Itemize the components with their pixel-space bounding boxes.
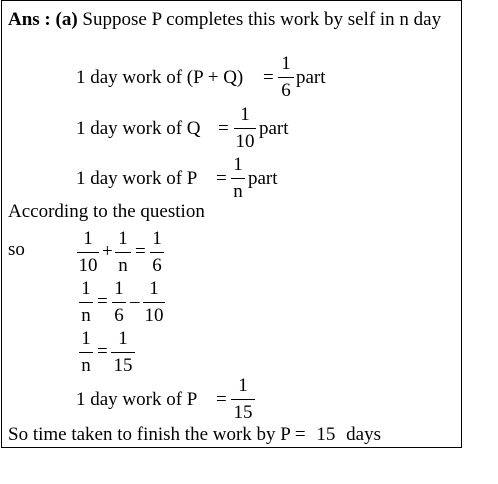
step2-a-numerator: 1 — [81, 278, 91, 299]
step3-a-bar — [79, 352, 93, 353]
step2-minus: – — [130, 291, 140, 312]
eq2-unit: part — [259, 118, 289, 139]
step2-a-bar — [79, 302, 93, 303]
step2-c-denominator: 10 — [144, 305, 164, 326]
step2-b-denominator: 6 — [114, 305, 124, 326]
eq1-numerator: 1 — [281, 53, 291, 74]
eq1-unit: part — [296, 67, 326, 88]
step2-c-numerator: 1 — [149, 278, 159, 299]
step3-equals: = — [97, 341, 108, 362]
eq1-denominator: 6 — [281, 80, 291, 101]
step1-b-numerator: 1 — [118, 228, 128, 249]
eq3-fraction — [231, 154, 245, 203]
step1-plus: + — [102, 241, 113, 262]
step3-fraction-b — [111, 328, 135, 377]
conclusion-line — [8, 424, 381, 446]
step1-c-numerator: 1 — [152, 228, 162, 249]
step1-c-denominator: 6 — [152, 255, 162, 276]
eq1-fraction-bar — [278, 77, 294, 78]
eq4-numerator: 1 — [238, 375, 248, 396]
eq2-denominator: 10 — [235, 131, 255, 152]
eq2-numerator: 1 — [240, 104, 250, 125]
step1-a-bar — [77, 252, 99, 253]
answer-option: (a) — [55, 9, 78, 30]
step3-b-denominator: 15 — [113, 355, 133, 376]
step1-fraction-a — [77, 228, 99, 277]
step2-fraction-b — [112, 278, 126, 327]
conclusion-text: So time taken to finish the work by P = — [8, 424, 306, 445]
step2-fraction-c — [143, 278, 165, 327]
step1-a-numerator: 1 — [83, 228, 93, 249]
intro-paragraph — [8, 9, 458, 30]
eq2-lhs: 1 day work of Q — [76, 118, 201, 139]
step1-c-bar — [150, 252, 164, 253]
step2-fraction-a — [79, 278, 93, 327]
eq1-lhs: 1 day work of (P + Q) — [76, 67, 244, 88]
step1-b-denominator: n — [118, 255, 128, 276]
step3-b-numerator: 1 — [118, 328, 128, 349]
step2-c-bar — [143, 302, 165, 303]
conclusion-value: 15 — [316, 424, 336, 445]
step3-a-denominator: n — [81, 355, 91, 376]
eq1-fraction — [278, 53, 294, 102]
so-text: so — [8, 239, 25, 260]
eq3-unit: part — [248, 168, 278, 189]
eq4-fraction-bar — [231, 399, 255, 400]
eq3-equals: = — [216, 168, 227, 189]
eq4-fraction — [231, 375, 255, 424]
eq3-lhs: 1 day work of P — [76, 168, 198, 189]
eq3-fraction-bar — [231, 178, 245, 179]
step1-a-denominator: 10 — [78, 255, 98, 276]
step2-a-denominator: n — [81, 305, 91, 326]
eq2-fraction — [234, 104, 256, 153]
answer-label: Ans : — [8, 9, 51, 30]
eq4-lhs: 1 day work of P — [76, 389, 198, 410]
conclusion-unit: days — [346, 424, 381, 445]
eq4-equals: = — [216, 389, 227, 410]
step3-b-bar — [111, 352, 135, 353]
eq2-equals: = — [218, 118, 229, 139]
step2-b-numerator: 1 — [114, 278, 124, 299]
step1-fraction-b — [115, 228, 131, 277]
step2-b-bar — [112, 302, 126, 303]
eq3-denominator: n — [233, 181, 243, 202]
step1-fraction-c — [150, 228, 164, 277]
step2-equals: = — [97, 291, 108, 312]
according-text: According to the question — [8, 201, 205, 222]
eq4-denominator: 15 — [233, 402, 253, 423]
eq2-fraction-bar — [234, 128, 256, 129]
step1-b-bar — [115, 252, 131, 253]
eq1-equals: = — [263, 67, 274, 88]
step3-fraction-a — [79, 328, 93, 377]
eq3-numerator: 1 — [233, 154, 243, 175]
answer-box — [1, 0, 462, 448]
intro-text: Suppose P completes this work by self in n day — [82, 9, 442, 30]
step1-equals: = — [135, 241, 146, 262]
step3-a-numerator: 1 — [81, 328, 91, 349]
